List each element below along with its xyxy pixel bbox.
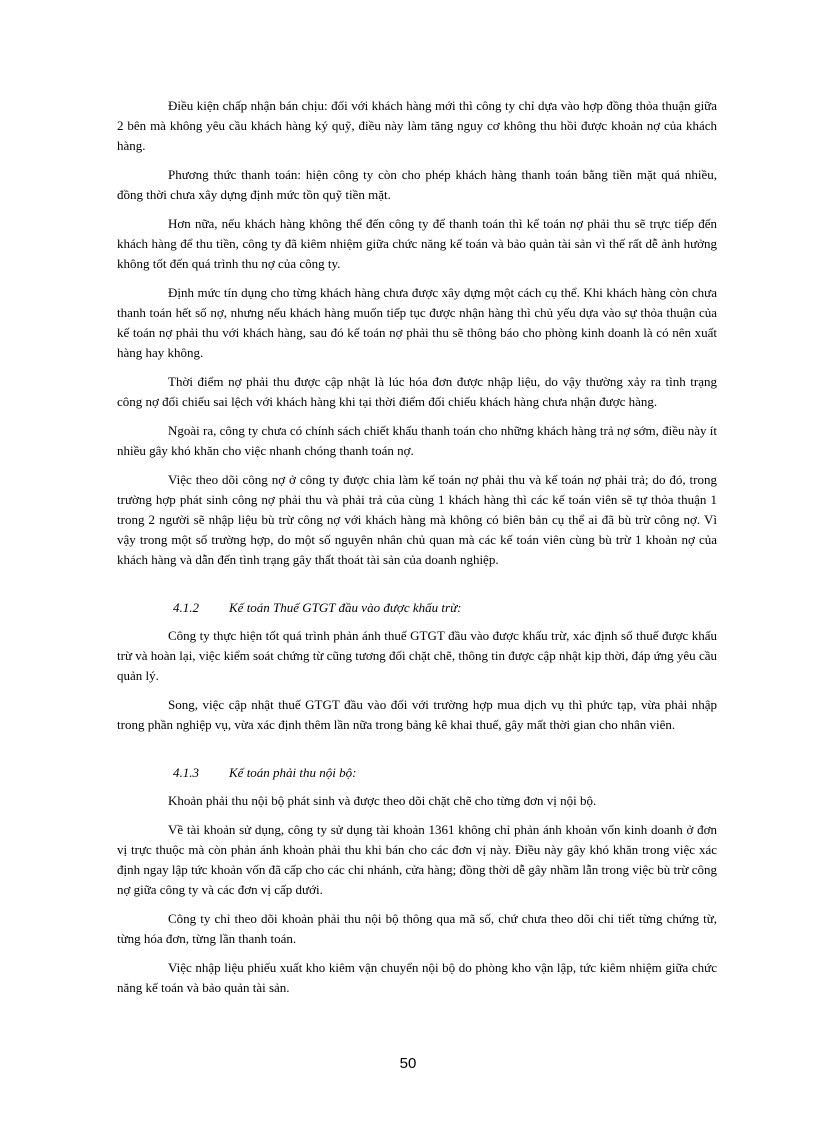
paragraph-update-timing: Thời điểm nợ phải thu được cập nhật là lúc hóa đơn được nhập liệu, do vậy thường xảy ra tình trạng công nợ đối chiếu sai lệch với khách hàng khi tại thời điểm đối chiếu khách hàng chưa nhận được hàng. xyxy=(117,374,717,409)
paragraph-credit-limit: Định mức tín dụng cho từng khách hàng chưa được xây dựng một cách cụ thể. Khi khách hàng còn chưa thanh toán hết số nợ, nhưng nếu khách hàng muốn tiếp tục được nhận hàng thì chủ yếu dựa vào sự thỏa thuận của kế toán nợ phải thu với khách hàng, sau đó kế toán nợ phải thu sẽ thông báo cho phòng kinh doanh là có nên xuất hàng hay không. xyxy=(117,285,717,360)
paragraph-collection-concurrency: Hơn nữa, nếu khách hàng không thể đến công ty để thanh toán thì kế toán nợ phải thu sẽ trực tiếp đến khách hàng để thu tiền, công ty đã kiêm nhiệm giữa chức năng kế toán và bảo quản tài sản vì thế rất dễ ảnh hưởng không tốt đến quá trình thu nợ của công ty. xyxy=(117,216,717,271)
paragraph-payment-discount: Ngoài ra, công ty chưa có chính sách chiết khấu thanh toán cho những khách hàng trả nợ sớm, điều này ít nhiều gây khó khăn cho việc nhanh chóng thanh toán nợ. xyxy=(117,423,717,458)
paragraph-vat-weakness: Song, việc cập nhật thuế GTGT đầu vào đối với trường hợp mua dịch vụ thì phức tạp, vừa phải nhập trong phần nghiệp vụ, vừa xác định thêm lần nữa trong bảng kê khai thuế, gây mất thời gian cho nhân viên. xyxy=(117,697,717,732)
paragraph-vat-strength: Công ty thực hiện tốt quá trình phản ánh thuế GTGT đầu vào được khấu trừ, xác định số thuế được khấu trừ và hoàn lại, việc kiểm soát chứng từ cũng tương đối chặt chẽ, thông tin được cập nhật kịp thời, đáp ứng yêu cầu quản lý. xyxy=(117,628,717,683)
section-number: 4.1.3 xyxy=(173,765,199,780)
paragraph-payment-method: Phương thức thanh toán: hiện công ty còn cho phép khách hàng thanh toán bằng tiền mặt quá nhiều, đồng thời chưa xây dựng định mức tồn quỹ tiền mặt. xyxy=(117,167,717,202)
section-title: Kế toán Thuế GTGT đầu vào được khấu trừ: xyxy=(229,600,462,615)
paragraph-internal-receivable-tracking: Khoản phải thu nội bộ phát sinh và được theo dõi chặt chẽ cho từng đơn vị nội bộ. xyxy=(168,793,597,808)
page-number: 50 xyxy=(399,1055,417,1072)
paragraph-code-tracking: Công ty chỉ theo dõi khoản phải thu nội bộ thông qua mã số, chứ chưa theo dõi chi tiết từng chứng từ, từng hóa đơn, từng lần thanh toán. xyxy=(117,911,717,946)
paragraph-credit-sale-conditions: Điều kiện chấp nhận bán chịu: đối với khách hàng mới thì công ty chỉ dựa vào hợp đồng thỏa thuận giữa 2 bên mà không yêu cầu khách hàng ký quỹ, điều này làm tăng nguy cơ không thu hồi được khoản nợ của khách hàng. xyxy=(117,98,717,153)
section-number: 4.1.2 xyxy=(173,600,199,615)
paragraph-warehouse-slip: Việc nhập liệu phiếu xuất kho kiêm vận chuyển nội bộ do phòng kho vận lập, tức kiêm nhiệm giữa chức năng kế toán và bảo quản tài sản. xyxy=(117,960,717,995)
page-body xyxy=(117,96,717,1007)
section-title: Kế toán phải thu nội bộ: xyxy=(229,765,357,780)
section-heading-4-1-3 xyxy=(173,763,717,783)
paragraph-account-1361: Về tài khoản sử dụng, công ty sử dụng tài khoản 1361 không chỉ phản ánh khoản vốn kinh doanh ở đơn vị trực thuộc mà còn phản ánh khoản phải thu khi bán cho các đơn vị này. Điều này gây khó khăn trong việc xác định ngay lập tức khoản vốn đã cấp cho các chi nhánh, cửa hàng; đồng thời dễ gây nhầm lẫn trong việc bù trừ công nợ giữa công ty và các đơn vị cấp dưới. xyxy=(117,822,717,897)
paragraph-debt-offset: Việc theo dõi công nợ ở công ty được chia làm kế toán nợ phải thu và kế toán nợ phải trả; do đó, trong trường hợp phát sinh công nợ phải thu và phải trả của cùng 1 khách hàng thì các kế toán viên sẽ tự thỏa thuận 1 trong 2 người sẽ nhập liệu bù trừ công nợ với khách hàng mà không có biên bản cụ thể ai đã bù trừ công nợ. Vì vậy trong một số trường hợp, do một số nguyên nhân chủ quan mà các kế toán viên cùng bù trừ 1 khoản nợ của khách hàng và dẫn đến tình trạng gây thất thoát tài sản của doanh nghiệp. xyxy=(117,472,717,567)
section-heading-4-1-2 xyxy=(173,598,717,618)
